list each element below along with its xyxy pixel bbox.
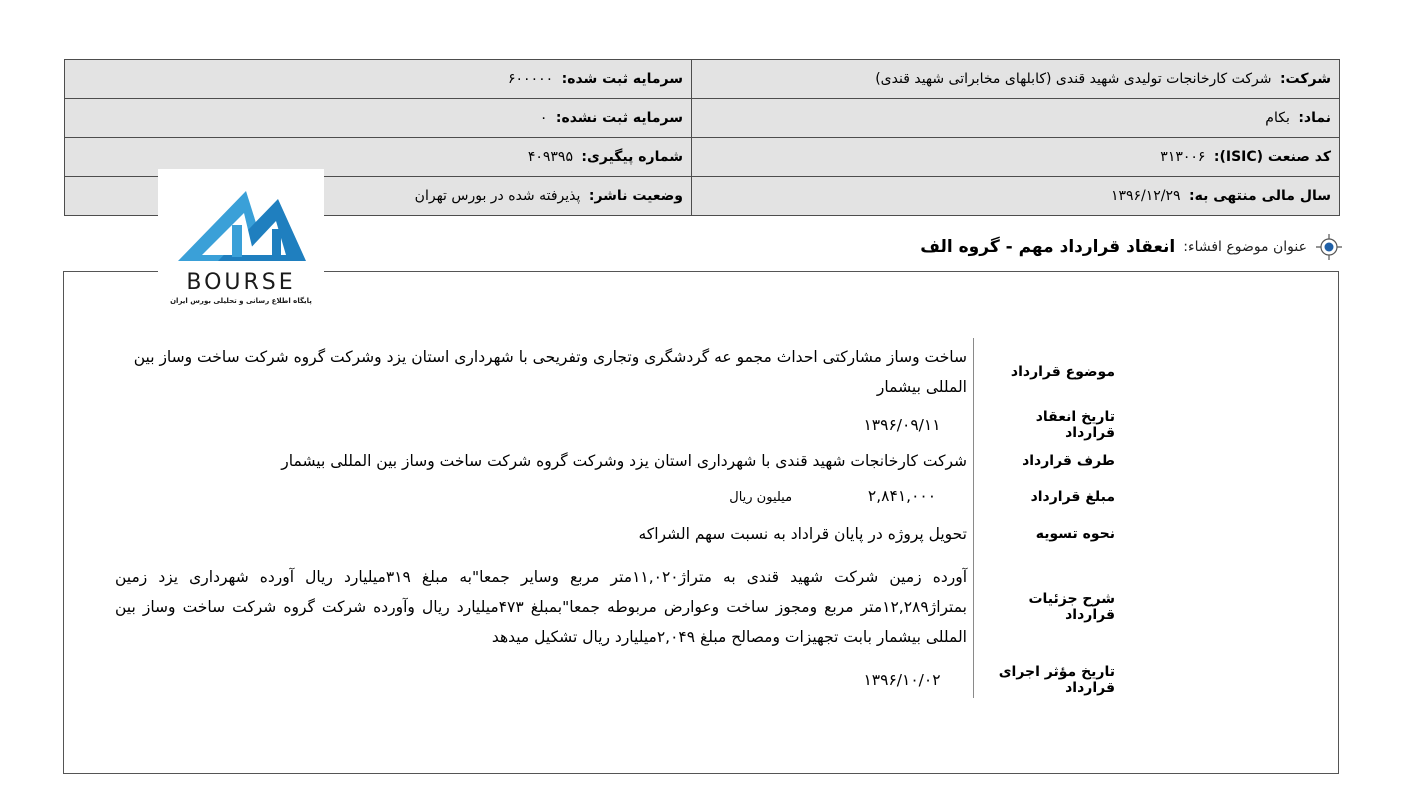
industry-code-cell xyxy=(692,138,1340,177)
contract-subject-value: ساخت وساز مشارکتی احداث مجمو عه گردشگری وتجاری وتفریحی با شهرداری استان یزد وشرکت گروه شرکت ساخت وساز بین المللی بیشمار xyxy=(133,348,967,396)
contract-amount-unit: میلیون ریال xyxy=(729,490,793,505)
contract-date-label: تاریخ انعقاد قرارداد xyxy=(974,406,1116,444)
contract-row xyxy=(115,662,1115,698)
logo-brand-text: BOURSE xyxy=(186,270,296,295)
contract-row xyxy=(115,552,1115,662)
tracking-number-value: ۴۰۹۳۹۵ xyxy=(527,149,573,165)
company-name-value: شرکت کارخانجات تولیدی شهید قندی (کابلهای مخابراتی شهید قندی) xyxy=(875,71,1272,87)
symbol-label: نماد: xyxy=(1298,110,1331,126)
contract-row xyxy=(115,478,1115,516)
fiscal-year-label: سال مالی منتهی به: xyxy=(1189,188,1331,204)
info-row xyxy=(65,99,1340,138)
symbol-value: بکام xyxy=(1265,110,1290,126)
contract-date-value: ۱۳۹۶/۰۹/۱۱ xyxy=(863,416,941,434)
contract-amount-value: ۲,۸۴۱,۰۰۰ xyxy=(867,487,937,505)
logo-caption: پایگاه اطلاع رسانی و تحلیلی بورس ایران xyxy=(170,297,312,305)
contract-party-label: طرف قرارداد xyxy=(974,444,1116,478)
subject-label: عنوان موضوع افشاء: xyxy=(1183,239,1307,255)
symbol-cell xyxy=(692,99,1340,138)
contract-details-value: آورده زمین شرکت شهید قندی به متراژ۱۱,۰۲۰متر مربع وسایر جمعا"به مبلغ ۳۱۹میلیارد ریال آورده شهرداری یزد زمین بمتراژ۱۲,۲۸۹متر مربع ومجوز ساخت وعوارض مربوطه جمعا"بمبلغ ۴۷۳میلیارد ریال وآورده شرکت گروه شرکت ساخت وساز بین المللی بیشمار بابت تجهیزات ومصالح مبلغ ۲,۰۴۹میلیارد ریال تشکیل میدهد xyxy=(115,568,967,646)
bourse-logo-mark xyxy=(158,169,324,309)
company-name-cell xyxy=(692,60,1340,99)
contract-subject-label: موضوع قرارداد xyxy=(974,338,1116,406)
contract-row xyxy=(115,444,1115,478)
contract-details-table xyxy=(115,338,1115,698)
effective-date-value: ۱۳۹۶/۱۰/۰۲ xyxy=(863,671,941,689)
unregistered-capital-value: ۰ xyxy=(539,110,548,126)
contract-row xyxy=(115,516,1115,552)
settlement-method-label: نحوه تسویه xyxy=(974,516,1116,552)
tracking-number-label: شماره پیگیری: xyxy=(581,149,683,165)
publisher-status-value: پذیرفته شده در بورس تهران xyxy=(414,188,581,204)
bourse-logo xyxy=(158,169,324,309)
contract-party-value: شرکت کارخانجات شهید قندی با شهرداری استان یزد وشرکت گروه شرکت ساخت وساز بین المللی بیشمار xyxy=(281,452,967,470)
contract-details-label: شرح جزئیات قرارداد xyxy=(974,552,1116,662)
contract-row xyxy=(115,338,1115,406)
fiscal-year-value: ۱۳۹۶/۱۲/۲۹ xyxy=(1110,188,1181,204)
fiscal-year-cell xyxy=(692,177,1340,216)
registered-capital-label: سرمایه ثبت شده: xyxy=(561,71,683,87)
info-row xyxy=(65,60,1340,99)
contract-panel xyxy=(63,271,1339,774)
industry-code-value: ۳۱۳۰۰۶ xyxy=(1160,149,1206,165)
industry-code-label: کد صنعت (ISIC): xyxy=(1213,149,1331,165)
unregistered-capital-label: سرمایه ثبت نشده: xyxy=(555,110,683,126)
unregistered-capital-cell xyxy=(65,99,692,138)
settlement-method-value: تحویل پروژه در پایان قراداد به نسبت سهم الشراکه xyxy=(638,525,967,543)
contract-row xyxy=(115,406,1115,444)
effective-date-label: تاریخ مؤثر اجرای قرارداد xyxy=(974,662,1116,698)
contract-amount-label: مبلغ قرارداد xyxy=(974,478,1116,516)
target-icon xyxy=(1315,233,1343,261)
registered-capital-value: ۶۰۰۰۰۰ xyxy=(508,71,554,87)
subject-title: انعقاد قرارداد مهم - گروه الف xyxy=(920,237,1176,257)
registered-capital-cell xyxy=(65,60,692,99)
disclosure-subject xyxy=(920,233,1343,261)
company-name-label: شرکت: xyxy=(1279,71,1331,87)
publisher-status-label: وضعیت ناشر: xyxy=(588,188,683,204)
